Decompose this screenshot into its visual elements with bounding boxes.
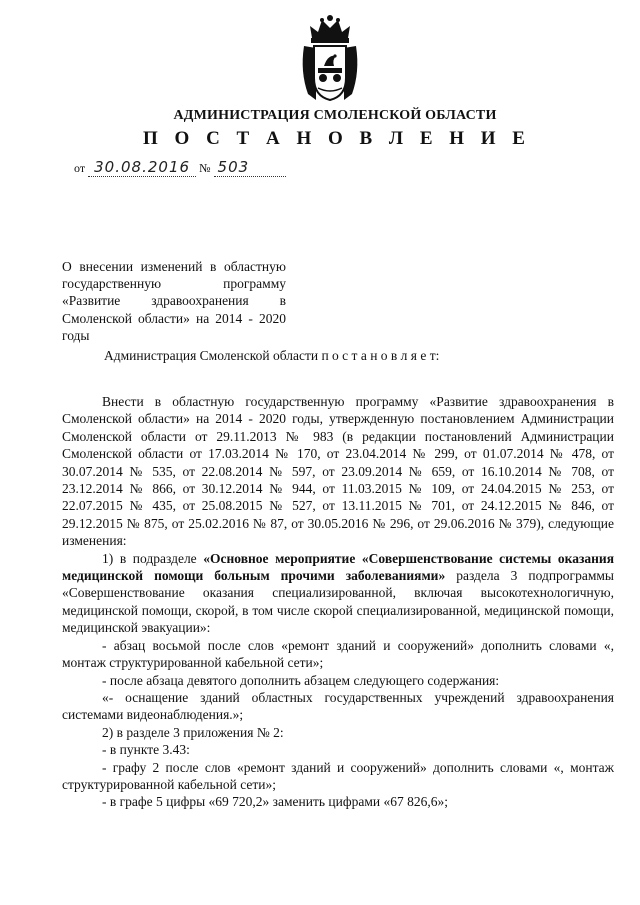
item-1-bold-title: «Основное мероприятие «Совершенствование системы оказания медицинской помощи больным прочими заболеваниями» — [62, 550, 615, 584]
item-2-1-paragraph: - в пункте 3.43: — [102, 742, 190, 758]
item-1-paragraph — [62, 550, 614, 637]
item-2-paragraph: 2) в разделе 3 приложения № 2: — [102, 724, 284, 740]
item-1-text-start: 1) в подразделе — [102, 550, 204, 566]
handwritten-number: 503 — [214, 158, 286, 177]
preamble: Администрация Смоленской области п о с т а н о в л я е т: — [104, 348, 440, 363]
date-prefix: от — [74, 161, 86, 175]
handwritten-date: 30.08.2016 — [88, 158, 196, 177]
subject-block: О внесении изменений в областную государственную программу «Развитие здравоохранения в Смоленской области» на 2014 - 2020 годы — [62, 259, 286, 343]
organization-title: АДМИНИСТРАЦИЯ СМОЛЕНСКОЙ ОБЛАСТИ — [173, 108, 497, 123]
body-text — [62, 393, 614, 811]
item-1-2-paragraph: - после абзаца девятого дополнить абзацем следующего содержания: — [102, 672, 500, 688]
item-1-1-paragraph: - абзац восьмой после слов «ремонт зданий и сооружений» дополнить словами «, монтаж структурированной кабельной сети»; — [62, 637, 614, 671]
item-1-text-end: раздела 3 подпрограммы «Совершенствование оказания специализированной, включая высокотехнологичную, медицинской помощи, скорой, в том числе скорой специализированной, медицинской помощи, медицинской эвакуации»: — [62, 568, 614, 636]
item-1-3-paragraph: «- оснащение зданий областных государственных учреждений здравоохранения системами видеонаблюдения.»; — [62, 689, 614, 723]
intro-paragraph: Внести в областную государственную программу «Развитие здравоохранения в Смоленской области» на 2014 - 2020 годы, утвержденную постановлением Администрации Смоленской области от 29.11.2013 № 983 (в редакции постановлений Администрации Смоленской области от 17.03.2014 № 170, от 23.04.2014 № 299, от 01.07.2014 № 478, от 30.07.2014 № 535, от 22.08.2014 № 597, от 23.09.2014 № 659, от 16.10.2014 № 708, от 23.12.2014 № 866, от 30.12.2014 № 944, от 11.03.2015 № 109, от 24.04.2015 № 253, от 22.07.2015 № 435, от 25.08.2015 № 527, от 13.11.2015 № 701, от 24.12.2015 № 846, от 29.12.2015 № 875, от 25.02.2016 № 87, от 30.05.2016 № 296, от 29.06.2016 № 379), следующие изменения: — [62, 394, 614, 549]
date-number-line — [74, 158, 286, 177]
number-prefix: № — [199, 161, 211, 175]
smolensk-coat-of-arms-icon — [298, 12, 362, 104]
item-2-3-paragraph: - в графе 5 цифры «69 720,2» заменить цифрами «67 826,6»; — [102, 794, 448, 810]
item-2-2-paragraph: - графу 2 после слов «ремонт зданий и сооружений» дополнить словами «, монтаж структурированной кабельной сети»; — [62, 759, 614, 792]
document-type-title: П О С Т А Н О В Л Е Н И Е — [143, 128, 531, 149]
